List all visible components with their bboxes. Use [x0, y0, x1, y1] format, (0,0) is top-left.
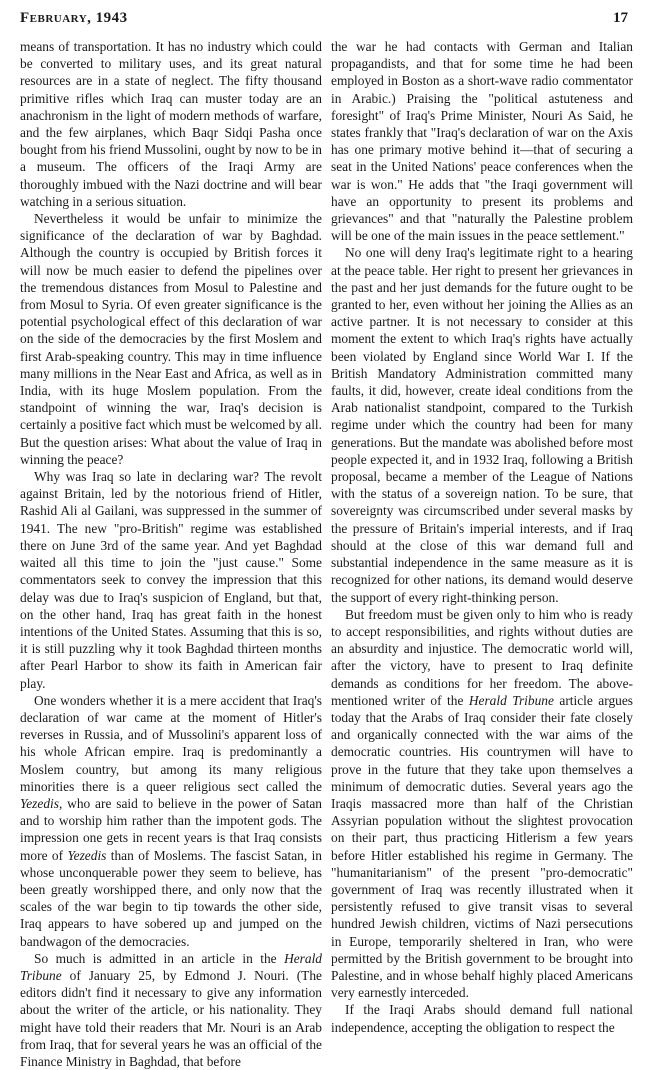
italic-text: Yezedis	[20, 795, 59, 811]
text-column-right	[331, 38, 633, 1036]
text-run: If the Iraqi Arabs should demand full national independence, accepting the obligation to respect the	[331, 1002, 633, 1035]
text-run: the war he had contacts with German and Italian propagandists, and that for some time he had been employed in Boston as a short-wave radio commentator in Arabic.) Praising the "political astuteness and foresight" of Iraq's Prime Minister, Nouri As Said, he states frankly that "Iraq's declaration of war on the Axis has one primary motive behind it—that of securing a seat in the United Nations' peace conferences when the war is won." He adds that "the Iraqi government will have an opportunity to present its problems and grievances" and that "naturally the Palestine problem will be one of the main issues in the peace settlement."	[331, 39, 633, 244]
paragraph	[331, 1001, 633, 1035]
paragraph	[20, 692, 322, 950]
text-run: , who are said to believe in the power of Satan and to worship him rather than the impotent gods. The impression one gets in recent years is that Iraq consists more of	[20, 795, 322, 863]
italic-text: Herald Tribune	[468, 692, 554, 708]
paragraph	[331, 38, 633, 244]
paragraph	[20, 468, 322, 692]
text-run: Nevertheless it would be unfair to minimize the significance of the declaration of war by Baghdad. Although the country is occupied by British forces it will now be much easier to defend the pipelines over the tremendous distances from Mosul to Palestine and from Mosul to Syria. Of even greater significance is the potential psychological effect of this declaration of war on the side of the democracies by the first Moslem and first Arab-speaking country. This may in time influence many millions in the Near East and Africa, as well as in India, with its huge Moslem population. From the standpoint of winning the war, Iraq's decision is certainly a positive fact which must be welcomed by all. But the question arises: What about the value of Iraq in winning the peace?	[20, 211, 322, 467]
text-run: of January 25, by Edmond J. Nouri. (The editors didn't find it necessary to give any information about the writer of the article, or his nationality. They might have told their readers that Mr. Nouri is an Arab from Iraq, that for several years he was an official of the Finance Ministry in Baghdad, that before	[20, 967, 322, 1069]
text-run: Why was Iraq so late in declaring war? The revolt against Britain, led by the notorious friend of Hitler, Rashid Ali al Gailani, was suppressed in the summer of 1941. The new "pro-British" regime was established there on June 3rd of the same year. And yet Baghdad waited all this time to join the "just cause." Some commentators seek to convey the impression that this delay was due to Iraq's suspicion of England, but that, on the other hand, Iraq has great faith in the honest intentions of the United States. Assuming that this is so, it is still puzzling why it took Baghdad thirteen months after Pearl Harbor to show its faith in American fair play.	[20, 469, 322, 691]
text-run: One wonders whether it is a mere accident that Iraq's declaration of war came at the moment of Hitler's reverses in Russia, and of Mussolini's apparent loss of his whole African empire. Iraq is predominantly a Moslem country, but among its many religious minorities there is a queer religious sect called the	[20, 692, 322, 794]
paragraph	[331, 244, 633, 605]
text-run: than of Moslems. The fascist Satan, in whose unconquerable power they seem to believe, has been greatly worshipped there, and only now that the scales of the war begin to tip towards the other side, Iraq appears to have sobered up and jumped on the bandwagon of the democracies.	[20, 847, 322, 949]
issue-date: February, 1943	[20, 10, 128, 26]
page-number: 17	[613, 10, 628, 26]
italic-text: Yezedis	[67, 847, 107, 863]
paragraph	[20, 38, 322, 210]
text-run: No one will deny Iraq's legitimate right to a hearing at the peace table. Her right to present her grievances in the past and her just demands for the future ought to be granted to her, even without her joining the Allies as an active partner. It is not necessary to consider at this moment the extent to which Iraq's rights have actually been violated by England since World War I. If the British Mandatory Administration committed many faults, it did, however, create ideal conditions from the Arab nationalist standpoint, compared to the Turkish regime under which the country had been for many generations. But the mandate was abolished before most people expected it, and in 1932 Iraq, following a British proposal, became a member of the League of Nations with the status of a sovereign nation. To be sure, that sovereignty was circumscribed under several masks by the pressure of Britain's imperial interests, and if Iraq should at the close of this war demand full and substantial independence in the same measure as it is recognized for other nations, its demand would deserve the support of every right-thinking person.	[331, 245, 633, 605]
text-run: article argues today that the Arabs of Iraq consider their fate closely and organically connected with the war aims of the democratic countries. His countrymen will have to prove in the future that they take upon themselves a minimum of democratic duties. Several years ago the Iraqis massacred more than half of the Christian Assyrian population without the slightest provocation on their part, thus practicing Hitlerism a few years before Hitler established his regime in Germany. The "humanitarianism" of the present "pro-democratic" government of Iraq was recently illustrated when it persistently refused to give transit visas to several hundred Jewish children, victims of Nazi persecutions in Europe, temporarily sheltered in Iran, who were permitted by the British government to be brought into Palestine, and in whose behalf highly placed Americans very earnestly interceded.	[331, 692, 634, 1001]
text-run: means of transportation. It has no industry which could be converted to military uses, and its great natural resources are in a state of neglect. The fifty thousand primitive rifles which Iraq can muster today are an anachronism in the light of modern methods of warfare, and the few airplanes, which Baqr Sidqi Pasha once bought from his friend Mussolini, ought by now to be in a museum. The officers of the Iraqi Army are thoroughly imbued with the Nazi doctrine and will bear watching in a serious situation.	[20, 39, 322, 209]
paragraph	[20, 950, 322, 1070]
text-run: So much is admitted in an article in the	[34, 950, 285, 966]
italic-text: Herald Tribune	[20, 950, 322, 983]
paragraph	[331, 606, 633, 1002]
paragraph	[20, 210, 322, 468]
text-run: But freedom must be given only to him who is ready to accept responsibilities, and rights without duties are an absurdity and injustice. The democratic world will, after the victory, have to present to Iraq definite demands as conditions for her freedom. The above-mentioned writer of the	[331, 606, 633, 708]
running-header	[20, 10, 628, 30]
text-column-left	[20, 38, 322, 1070]
